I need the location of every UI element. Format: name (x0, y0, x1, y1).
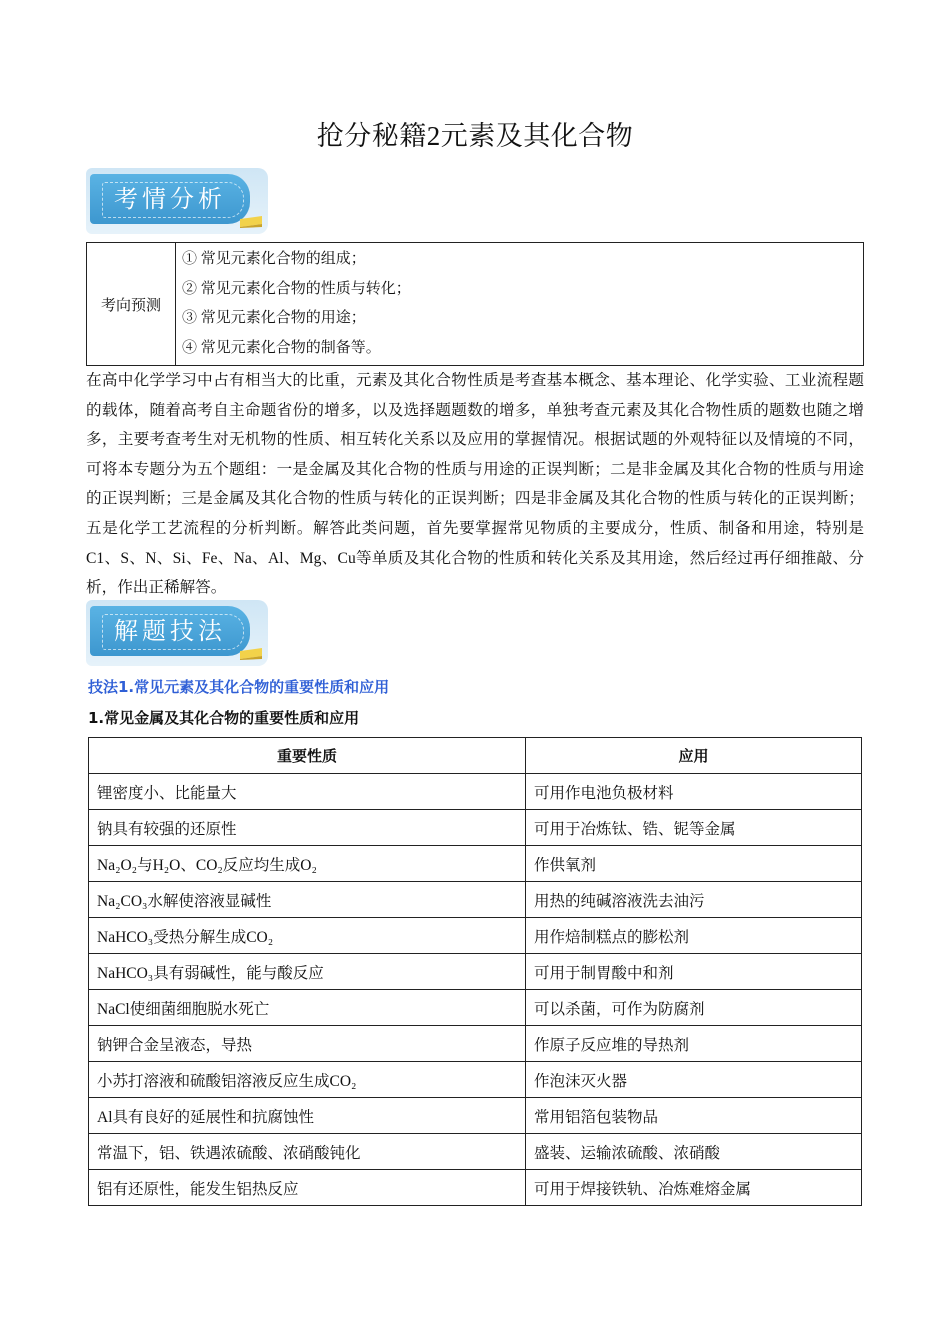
section-banner-analysis (86, 168, 268, 234)
table-row (89, 1134, 862, 1170)
property-cell: NaHCO₃具有弱碱性，能与酸反应 (89, 954, 526, 990)
technique-heading: 技法1.常见元素及其化合物的重要性质和应用 (88, 678, 390, 696)
forecast-item: ① 常见元素化合物的组成； (182, 251, 366, 267)
forecast-table (86, 242, 864, 366)
column-header-property: 重要性质 (89, 738, 526, 774)
property-cell: 钠钾合金呈液态，导热 (89, 1026, 526, 1062)
section-banner-methods (86, 600, 268, 666)
table-row (89, 918, 862, 954)
metals-properties-table (88, 737, 862, 1206)
table-header-row (89, 738, 862, 774)
table-row (89, 1062, 862, 1098)
use-cell: 可用于焊接铁轨、冶炼难熔金属 (526, 1170, 862, 1206)
use-cell: 可用作电池负极材料 (526, 774, 862, 810)
use-cell: 用作焙制糕点的膨松剂 (526, 918, 862, 954)
use-cell: 作原子反应堆的导热剂 (526, 1026, 862, 1062)
use-cell: 作泡沫灭火器 (526, 1062, 862, 1098)
table-row (89, 1026, 862, 1062)
table-row (89, 774, 862, 810)
use-cell: 常用铝箔包装物品 (526, 1098, 862, 1134)
use-cell: 可用于冶炼钛、锆、铌等金属 (526, 810, 862, 846)
forecast-label: 考向预测 (87, 243, 176, 366)
use-cell: 作供氧剂 (526, 846, 862, 882)
forecast-item: ③ 常见元素化合物的用途； (182, 310, 366, 326)
page-title: 抢分秘籍2元素及其化合物 (316, 121, 634, 151)
property-cell: 钠具有较强的还原性 (89, 810, 526, 846)
table-row (89, 954, 862, 990)
banner-label: 考情分析 (114, 185, 226, 213)
forecast-item: ④ 常见元素化合物的制备等。 (182, 339, 381, 356)
book-icon (238, 216, 264, 228)
property-cell: Na₂CO₃水解使溶液显碱性 (89, 882, 526, 918)
property-cell: NaHCO₃受热分解生成CO₂ (89, 918, 526, 954)
book-icon (238, 648, 264, 660)
use-cell: 可以杀菌，可作为防腐剂 (526, 990, 862, 1026)
table-row (89, 882, 862, 918)
property-cell: 小苏打溶液和硫酸铝溶液反应生成CO₂ (89, 1062, 526, 1098)
forecast-item: ② 常见元素化合物的性质与转化； (182, 280, 411, 297)
use-cell: 盛装、运输浓硫酸、浓硝酸 (526, 1134, 862, 1170)
technique-subheading: 1.常见金属及其化合物的重要性质和应用 (88, 709, 360, 727)
use-cell: 可用于制胃酸中和剂 (526, 954, 862, 990)
property-cell: 锂密度小、比能量大 (89, 774, 526, 810)
property-cell: Al具有良好的延展性和抗腐蚀性 (89, 1098, 526, 1134)
use-cell: 用热的纯碱溶液洗去油污 (526, 882, 862, 918)
property-cell: Na₂O₂与H₂O、CO₂反应均生成O₂ (89, 846, 526, 882)
property-cell: NaCl使细菌细胞脱水死亡 (89, 990, 526, 1026)
table-row (89, 990, 862, 1026)
property-cell: 常温下，铝、铁遇浓硫酸、浓硝酸钝化 (89, 1134, 526, 1170)
forecast-items (176, 243, 864, 366)
table-row (89, 1170, 862, 1206)
table-row (89, 1098, 862, 1134)
property-cell: 铝有还原性，能发生铝热反应 (89, 1170, 526, 1206)
column-header-use: 应用 (526, 738, 862, 774)
table-row (89, 846, 862, 882)
intro-paragraph: 在高中化学学习中占有相当大的比重，元素及其化合物性质是考查基本概念、基本理论、化学实验、工业流程题的载体，随着高考自主命题省份的增多，以及选择题题数的增多，单独考查元素及其化合物性质的题数也随之增多，主要考查考生对无机物的性质、相互转化关系以及应用的掌握情况。根据试题的外观特征以及情境的不同，可将本专题分为五个题组：一是金属及其化合物的性质与用途的正误判断；二是非金属及其化合物的性质与用途的正误判断；三是金属及其化合物的性质与转化的正误判断；四是非金属及其化合物的性质与转化的正误判断；五是化学工艺流程的分析判断。解答此类问题，首先要掌握常见物质的主要成分，性质、制备和用途，特别是C1、S、N、Si、Fe、Na、Al、Mg、Cu等单质及其化合物的性质和转化关系及其用途，然后经过再仔细推敲、分析，作出正稀解答。 (86, 372, 864, 597)
banner-label: 解题技法 (114, 617, 226, 645)
table-row (89, 810, 862, 846)
